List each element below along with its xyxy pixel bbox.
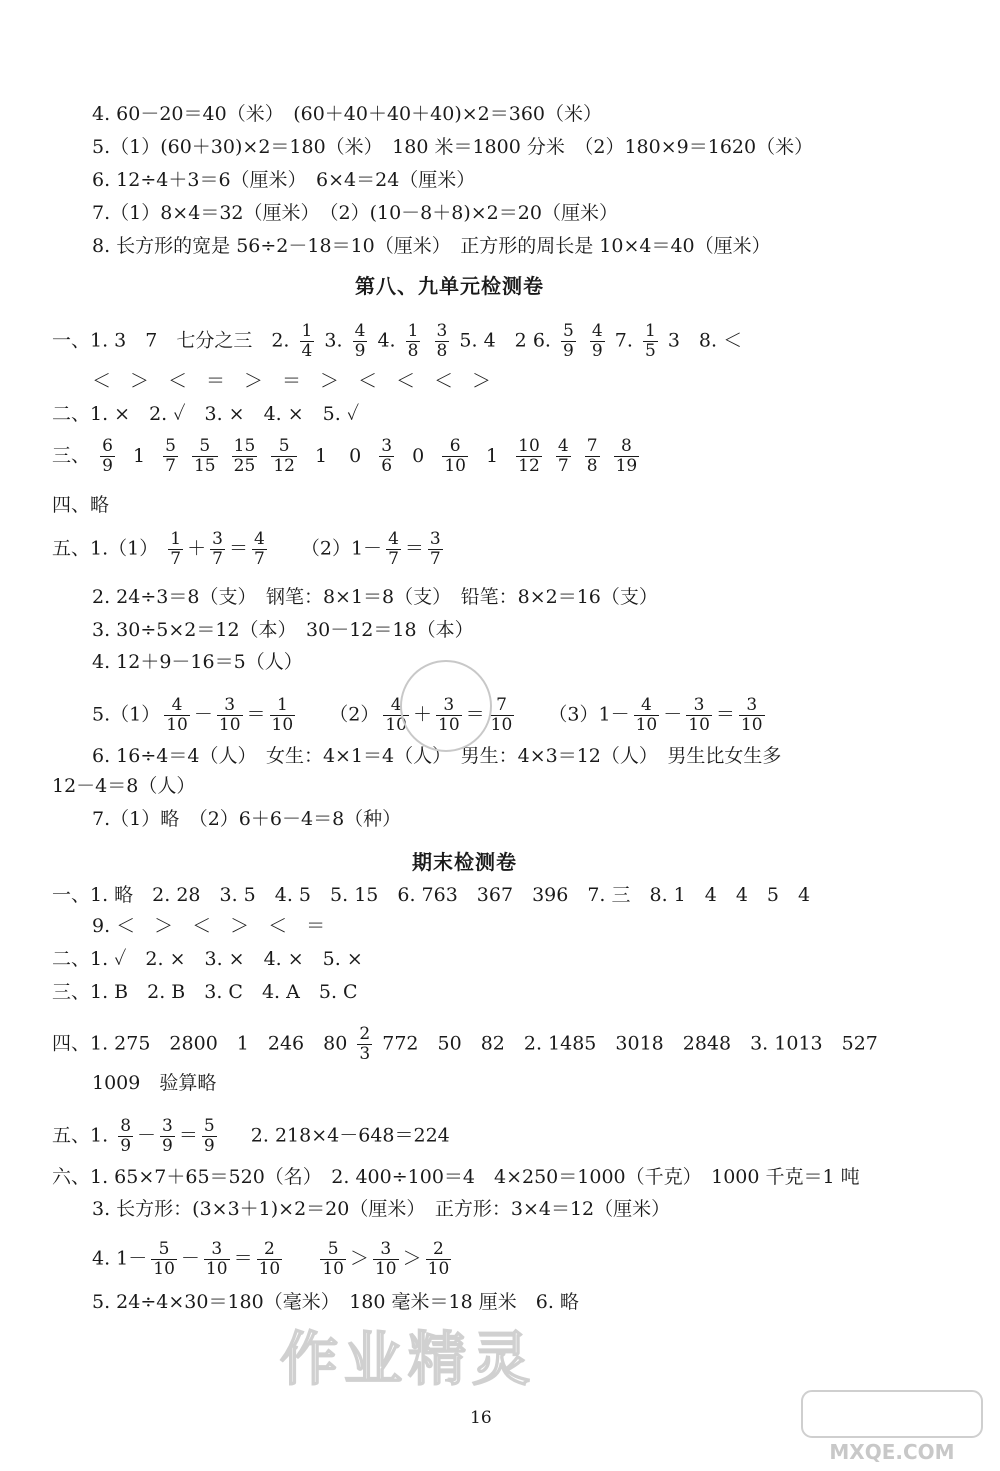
prev-q6: 6. 12÷4＋3＝6（厘米） 6×4＝24（厘米）: [92, 169, 476, 191]
fraction: $\frac{4}{7}$: [388, 529, 399, 569]
logo-text: MXQE.COM: [829, 1440, 955, 1464]
q-label: 6.: [532, 329, 551, 352]
q-label: （2）: [329, 703, 380, 726]
unit89-q4: 4. 12＋9－16＝5（人）: [92, 651, 303, 673]
q-label: 2. 218×4－648＝224: [250, 1124, 450, 1147]
unit89-q6b: 12－4＝8（人）: [52, 775, 196, 797]
number: 1: [132, 444, 146, 467]
q-label: 五、1.（1）: [52, 537, 159, 560]
unit89-part4: 四、略: [52, 494, 110, 516]
unit89-q7: 7.（1）略 （2）6＋6－4＝8（种）: [92, 808, 402, 830]
final-part4c: 1009 验算略: [92, 1072, 217, 1094]
fraction: $\frac{8}{9}$: [120, 1116, 132, 1156]
prev-q4: 4. 60－20＝40（米） (60＋40＋40＋40)×2＝360（米）: [92, 103, 603, 125]
final-part4: [52, 1025, 878, 1064]
final-part1b: 9. ＜ ＞ ＜ ＞ ＜ ＝: [92, 915, 326, 937]
fraction: $\frac{2}{10}$: [258, 1239, 281, 1279]
fraction: $\frac{3}{7}$: [429, 529, 441, 569]
fraction: $\frac{4}{10}$: [635, 695, 658, 735]
fraction: $\frac{5}{10}$: [322, 1239, 344, 1279]
fraction: $\frac{5}{9}$: [203, 1116, 215, 1156]
part4-b: 772 50 82 2. 1485 3018 2848 3. 1013 527: [382, 1032, 878, 1055]
fraction: $\frac{4}{9}$: [591, 321, 603, 361]
q-label: 5. 4 2: [459, 329, 527, 352]
unit89-part1-line2: ＜ ＞ ＜ ＝ ＞ ＝ ＞ ＜ ＜ ＜ ＞: [92, 370, 492, 392]
final-part6-1: 六、1. 65×7＋65＝520（名） 2. 400÷100＝4 4×250＝1000（千克） 1000 千克＝1 吨: [52, 1166, 860, 1188]
fraction: $\frac{10}{12}$: [518, 436, 540, 476]
page-number: 16: [470, 1408, 492, 1428]
q-label: （2）1－: [300, 537, 383, 560]
unit89-q3: 3. 30÷5×2＝12（本） 30－12＝18（本）: [92, 619, 474, 641]
fraction: $\frac{3}{9}$: [162, 1116, 173, 1156]
unit89-q6: 6. 16÷4＝4（人） 女生：4×1＝4（人） 男生：4×3＝12（人） 男生比女生多: [92, 745, 782, 767]
number: 0: [349, 444, 362, 467]
stamp-watermark: [400, 660, 492, 752]
unit89-part2: 二、1. × 2. ✓ 3. × 4. × 5. ✓: [52, 403, 360, 425]
fraction: $\frac{6}{10}$: [444, 436, 466, 476]
final-part6-3: 3. 长方形：(3×3＋1)×2＝20（厘米） 正方形：3×4＝12（厘米）: [92, 1198, 671, 1220]
fraction: $\frac{7}{8}$: [586, 436, 598, 476]
fraction: $\frac{8}{19}$: [615, 436, 638, 476]
fraction: $\frac{3}{10}$: [438, 695, 460, 735]
fraction: $\frac{3}{10}$: [740, 695, 763, 735]
prev-q5: 5.（1）(60＋30)×2＝180（米） 180 米＝1800 分米 （2）180×9＝1620（米）: [92, 136, 814, 158]
part-label: 三、: [52, 444, 91, 467]
final-part2: 二、1. ✓ 2. × 3. × 4. × 5. ×: [52, 948, 363, 970]
q-label: （3）1－: [548, 703, 630, 726]
fraction: $\frac{4}{9}$: [354, 321, 366, 361]
fraction: $\frac{15}{25}$: [233, 436, 256, 476]
q-label: 3 8. ＜: [667, 329, 743, 352]
q-label: 3.: [324, 329, 343, 352]
fraction: $\frac{1}{8}$: [407, 321, 419, 361]
part4-a: 四、1. 275 2800 1 246 80: [52, 1032, 348, 1055]
fraction: $\frac{5}{9}$: [563, 321, 574, 361]
final-part3: 三、1. B 2. B 3. C 4. A 5. C: [52, 981, 358, 1003]
q-label: 4.: [377, 329, 396, 352]
fraction: $\frac{3}{7}$: [212, 529, 223, 569]
final-part1: 一、1. 略 2. 28 3. 5 4. 5 5. 15 6. 763 367 396 7. 三 8. 1 4 4 5 4: [52, 884, 811, 906]
number: 1: [315, 444, 328, 467]
fraction: $\frac{5}{7}$: [165, 436, 176, 476]
number: 0: [412, 444, 425, 467]
fraction: $\frac{1}{4}$: [301, 321, 313, 361]
fraction: $\frac{7}{10}$: [490, 695, 513, 735]
fraction: $\frac{4}{10}$: [166, 695, 188, 735]
fraction: $\frac{3}{10}$: [218, 695, 241, 735]
number: 1: [486, 444, 499, 467]
fraction: $\frac{4}{10}$: [385, 695, 407, 735]
part1-prefix: 一、1. 3 7 七分之三 2.: [52, 329, 290, 352]
fraction: $\frac{2}{3}$: [359, 1024, 371, 1064]
final-part5: 五、1. $\frac{8}{9}$ － $\frac{3}{9}$ ＝ $\frac{5}{9}$ 2. 218×4－648＝224: [52, 1116, 450, 1156]
unit89-q2: 2. 24÷3＝8（支） 钢笔：8×1＝8（支） 铅笔：8×2＝16（支）: [92, 586, 658, 608]
unit89-title: 第八、九单元检测卷: [355, 274, 544, 298]
fraction: $\frac{5}{12}$: [273, 436, 295, 476]
fraction: $\frac{3}{10}$: [205, 1239, 228, 1279]
unit89-part1: [52, 322, 742, 361]
site-logo-icon: [792, 1387, 992, 1467]
unit89-part5-q1: 五、1.（1） $\frac{1}{7}$ ＋ $\frac{3}{7}$ ＝ $\frac{4}{7}$ （2）1－ $\frac{4}{7}$ ＝ $\frac{3}{7}$: [52, 529, 441, 569]
fraction: $\frac{1}{10}$: [271, 695, 294, 735]
fraction: $\frac{4}{7}$: [557, 436, 569, 476]
final-part6-5: 5. 24÷4×30＝180（毫米） 180 毫米＝18 厘米 6. 略: [92, 1291, 579, 1313]
q-label: 五、1.: [52, 1124, 109, 1147]
fraction: $\frac{1}{7}$: [170, 529, 182, 569]
fraction: $\frac{2}{10}$: [427, 1239, 450, 1279]
prev-q7: 7.（1）8×4＝32（厘米） （2）(10－8＋8)×2＝20（厘米）: [92, 202, 618, 224]
q-label: 4. 1－: [92, 1247, 148, 1270]
fraction: $\frac{4}{7}$: [253, 529, 265, 569]
fraction: $\frac{5}{15}$: [193, 436, 216, 476]
fraction: $\frac{3}{8}$: [436, 321, 448, 361]
fraction: $\frac{5}{10}$: [153, 1239, 175, 1279]
prev-q8: 8. 长方形的宽是 56÷2－18＝10（厘米） 正方形的周长是 10×4＝40（厘米）: [92, 235, 771, 257]
q-label: 5.（1）: [92, 703, 161, 726]
fraction: $\frac{1}{5}$: [644, 321, 656, 361]
watermark-text: 作业精灵: [280, 1325, 537, 1393]
fraction: $\frac{3}{10}$: [374, 1239, 397, 1279]
unit89-part3: [52, 437, 643, 476]
unit89-q5: 5.（1） $\frac{4}{10}$ － $\frac{3}{10}$ ＝ $\frac{1}{10}$ （2） $\frac{4}{10}$ ＋ $\frac{3}{10}$ ＝ $\frac{7}{10}$ （3）1－ $\frac{4}{10}$ － $\frac{3}{10}$ ＝ $\frac{3}{10}$: [92, 695, 763, 735]
q-label: 7.: [614, 329, 633, 352]
fraction: $\frac{6}{9}$: [102, 436, 113, 476]
final-part6-4: 4. 1－ $\frac{5}{10}$ － $\frac{3}{10}$ ＝ $\frac{2}{10}$ $\frac{5}{10}$ ＞ $\frac{3}{10}$ ＞ $\frac{2}{10}$: [92, 1239, 450, 1279]
final-title: 期末检测卷: [412, 850, 517, 874]
fraction: $\frac{3}{6}$: [381, 436, 393, 476]
fraction: $\frac{3}{10}$: [688, 695, 710, 735]
